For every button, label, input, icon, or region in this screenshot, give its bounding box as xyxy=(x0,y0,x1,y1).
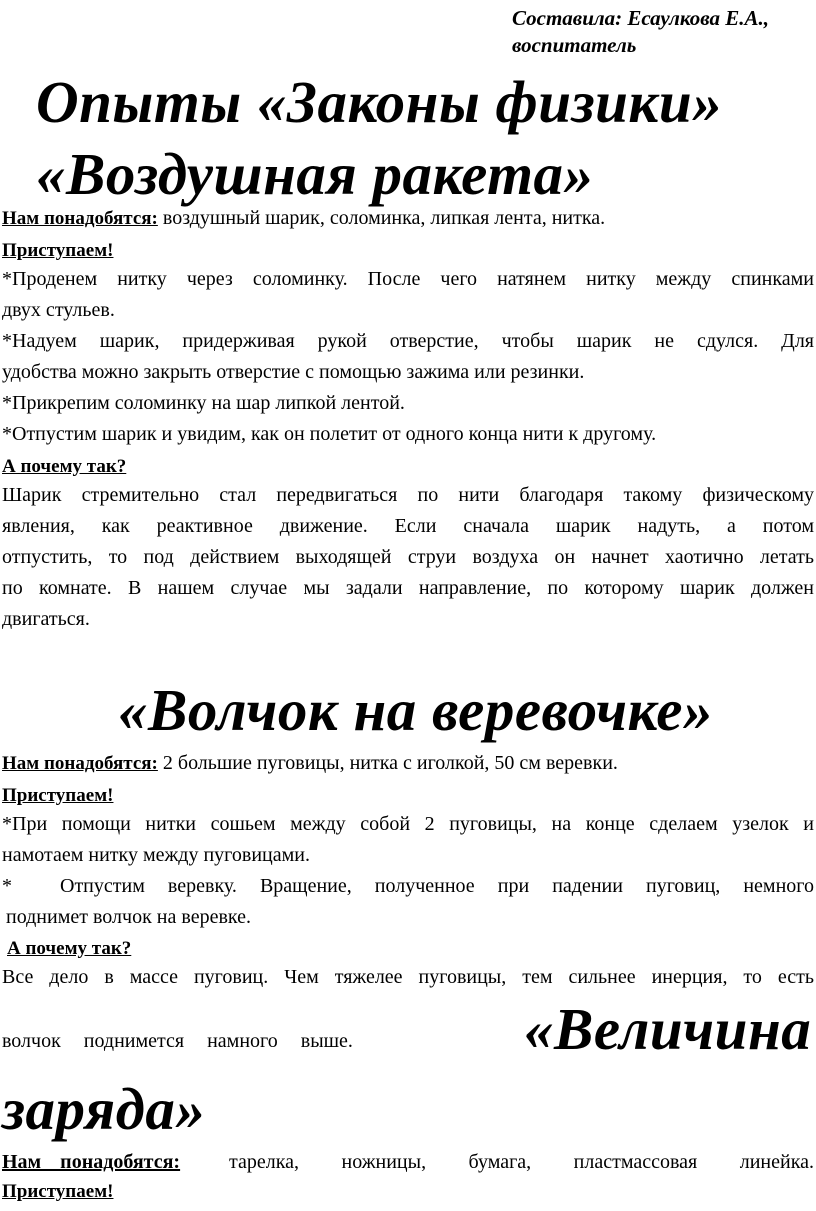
exp1-title: «Воздушная ракета» xyxy=(36,141,594,207)
exp2-step2-bullet: * xyxy=(2,875,12,897)
exp1-step4: *Отпустим шарик и увидим, как он полетит от одного конца нити к другому. xyxy=(2,423,657,445)
exp2-why-label: А почему так? xyxy=(7,938,132,959)
exp2-step1-line2: намотаем нитку между пуговицами. xyxy=(2,844,310,866)
exp1-materials-text: воздушный шарик, соломинка, липкая лента, нитка. xyxy=(157,207,606,229)
exp1-step3: *Прикрепим соломинку на шар липкой лентой. xyxy=(2,392,405,414)
exp2-step2-line2: поднимет волчок на веревке. xyxy=(6,906,251,928)
exp1-why-line5: двигаться. xyxy=(2,608,90,630)
exp1-why-line4: по комнате. В нашем случае мы задали направление, по которому шарик должен xyxy=(2,577,814,599)
exp3-title-part1: «Величина xyxy=(524,996,812,1062)
author-position: воспитатель xyxy=(512,33,637,57)
exp1-step1-line1: *Проденем нитку через соломинку. После чего натянем нитку между спинками xyxy=(2,268,814,290)
exp3-start-label: Приступаем! xyxy=(2,1181,114,1202)
exp2-title: «Волчок на веревочке» xyxy=(118,677,713,743)
exp3-materials-label: Нам понадобятся: xyxy=(2,1151,181,1173)
exp2-start-label: Приступаем! xyxy=(2,785,114,806)
exp1-step1-line2: двух стульев. xyxy=(2,299,115,321)
exp1-start-label: Приступаем! xyxy=(2,240,114,261)
exp1-step2-line1: *Надуем шарик, придерживая рукой отверстие, чтобы шарик не сдулся. Для xyxy=(2,330,814,352)
exp3-materials xyxy=(2,1151,814,1174)
main-title: Опыты «Законы физики» xyxy=(36,69,723,135)
exp2-why-line2: волчок поднимется намного выше. xyxy=(2,1030,353,1052)
exp2-materials-label: Нам понадобятся: xyxy=(2,753,158,774)
exp3-materials-text: тарелка, ножницы, бумага, пластмассовая линейка. xyxy=(229,1151,814,1173)
author-name: Составила: Есаулкова Е.А., xyxy=(512,6,770,30)
exp2-step1-line1: *При помощи нитки сошьем между собой 2 пуговицы, на конце сделаем узелок и xyxy=(2,813,814,835)
exp1-step2-line2: удобства можно закрыть отверстие с помощью зажима или резинки. xyxy=(2,361,585,383)
exp1-why-line3: отпустить, то под действием выходящей струи воздуха он начнет хаотично летать xyxy=(2,546,814,568)
exp1-why-line1: Шарик стремительно стал передвигаться по нити благодаря такому физическому xyxy=(2,484,814,506)
exp1-materials xyxy=(2,207,605,230)
exp2-materials-text: 2 большие пуговицы, нитка с иголкой, 50 см веревки. xyxy=(157,752,618,774)
exp1-materials-label: Нам понадобятся: xyxy=(2,208,158,229)
exp3-title-part2: заряда» xyxy=(2,1076,206,1142)
exp1-why-line2: явления, как реактивное движение. Если сначала шарик надуть, а потом xyxy=(2,515,814,537)
exp1-why-label: А почему так? xyxy=(2,456,127,477)
exp2-materials xyxy=(2,752,618,775)
exp2-why-line1: Все дело в массе пуговиц. Чем тяжелее пуговицы, тем сильнее инерция, то есть xyxy=(2,966,814,988)
exp2-step2-line1: Отпустим веревку. Вращение, полученное при падении пуговиц, немного xyxy=(60,875,814,897)
